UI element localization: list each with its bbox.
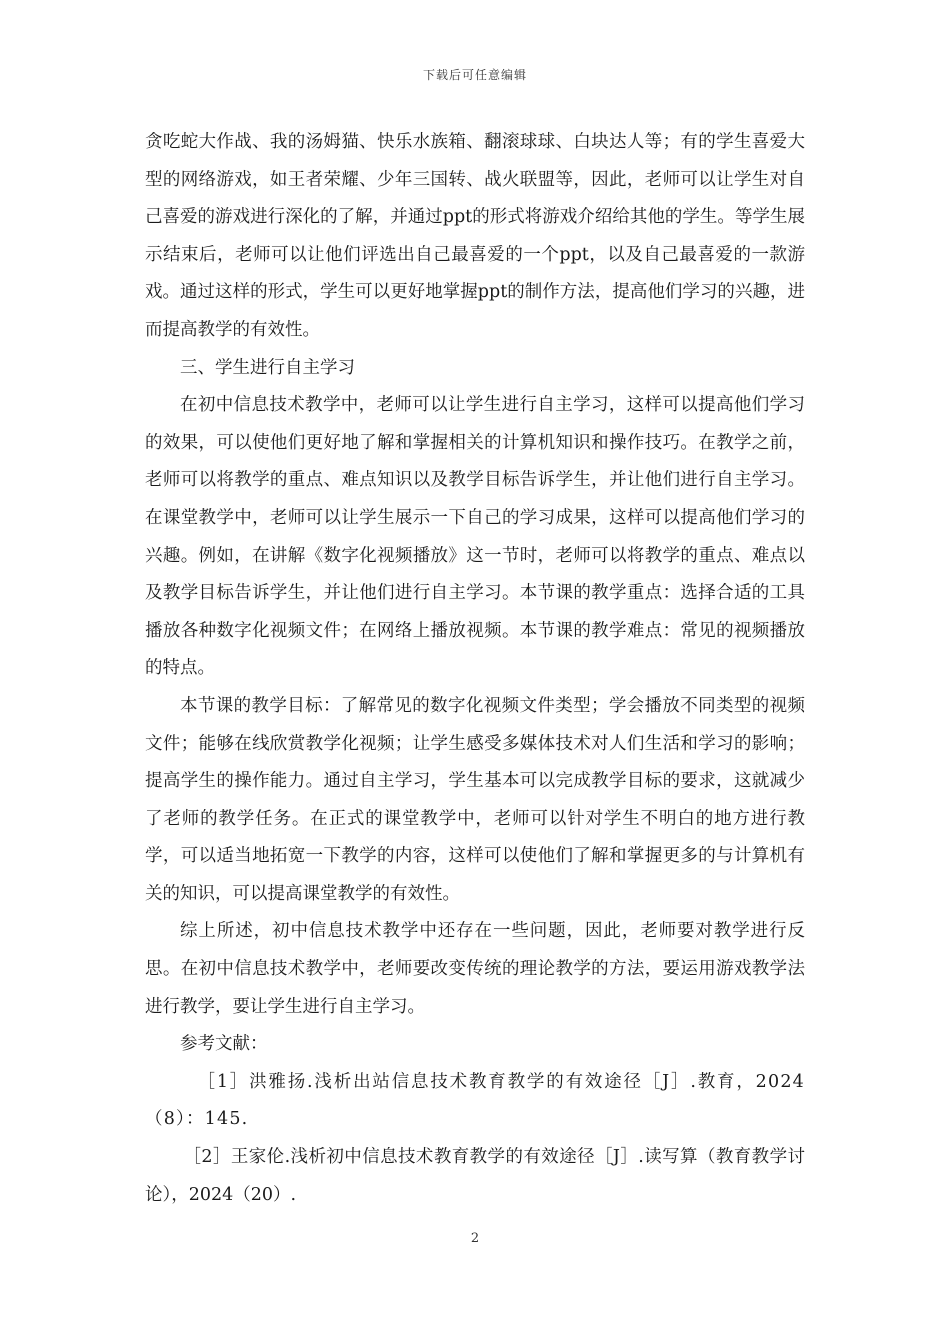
page-header: 下载后可任意编辑 [422, 68, 527, 82]
reference-item: ［2］王家伦.浅析初中信息技术教育教学的有效途径［J］.读写算（教育教学讨论），2024（20）. [145, 1147, 805, 1205]
document-body [145, 124, 805, 1214]
paragraph: 在初中信息技术教学中，老师可以让学生进行自主学习，这样可以提高他们学习的效果，可以使他们更好地了解和掌握相关的计算机知识和操作技巧。在教学之前，老师可以将教学的重点、难点知识以及教学目标告诉学生，并让他们进行自主学习。在课堂教学中，老师可以让学生展示一下自己的学习成果，这样可以提高他们学习的兴趣。例如，在讲解《数字化视频播放》这一节时，老师可以将教学的重点、难点以及教学目标告诉学生，并让他们进行自主学习。本节课的教学重点：选择合适的工具播放各种数字化视频文件；在网络上播放视频。本节课的教学难点：常见的视频播放的特点。 [145, 395, 805, 679]
paragraph-continued: 贪吃蛇大作战、我的汤姆猫、快乐水族箱、翻滚球球、白块达人等；有的学生喜爱大型的网络游戏，如王者荣耀、少年三国转、战火联盟等，因此，老师可以让学生对自己喜爱的游戏进行深化的了解，并通过ppt的形式将游戏介绍给其他的学生。等学生展示结束后，老师可以让他们评选出自己最喜爱的一个ppt，以及自己最喜爱的一款游戏。通过这样的形式，学生可以更好地掌握ppt的制作方法，提高他们学习的兴趣，进而提高教学的有效性。 [145, 132, 805, 340]
section-heading: 三、学生进行自主学习 [180, 357, 355, 378]
references-heading: 参考文献： [180, 1034, 268, 1055]
paragraph: 本节课的教学目标：了解常见的数字化视频文件类型；学会播放不同类型的视频文件；能够在线欣赏教学化视频；让学生感受多媒体技术对人们生活和学习的影响；提高学生的操作能力。通过自主学习，学生基本可以完成教学目标的要求，这就减少了老师的教学任务。在正式的课堂教学中，老师可以针对学生不明白的地方进行教学，可以适当地拓宽一下教学的内容，这样可以使他们了解和掌握更多的与计算机有关的知识，可以提高课堂教学的有效性。 [145, 695, 805, 904]
reference-item: ［1］洪雅扬.浅析出站信息技术教育教学的有效途径［J］.教育，2024（8）：145. [145, 1071, 805, 1130]
paragraph: 综上所述，初中信息技术教学中还存在一些问题，因此，老师要对教学进行反思。在初中信息技术教学中，老师要改变传统的理论教学的方法，要运用游戏教学法进行教学，要让学生进行自主学习。 [145, 921, 805, 1017]
page-number: 2 [470, 1231, 480, 1246]
